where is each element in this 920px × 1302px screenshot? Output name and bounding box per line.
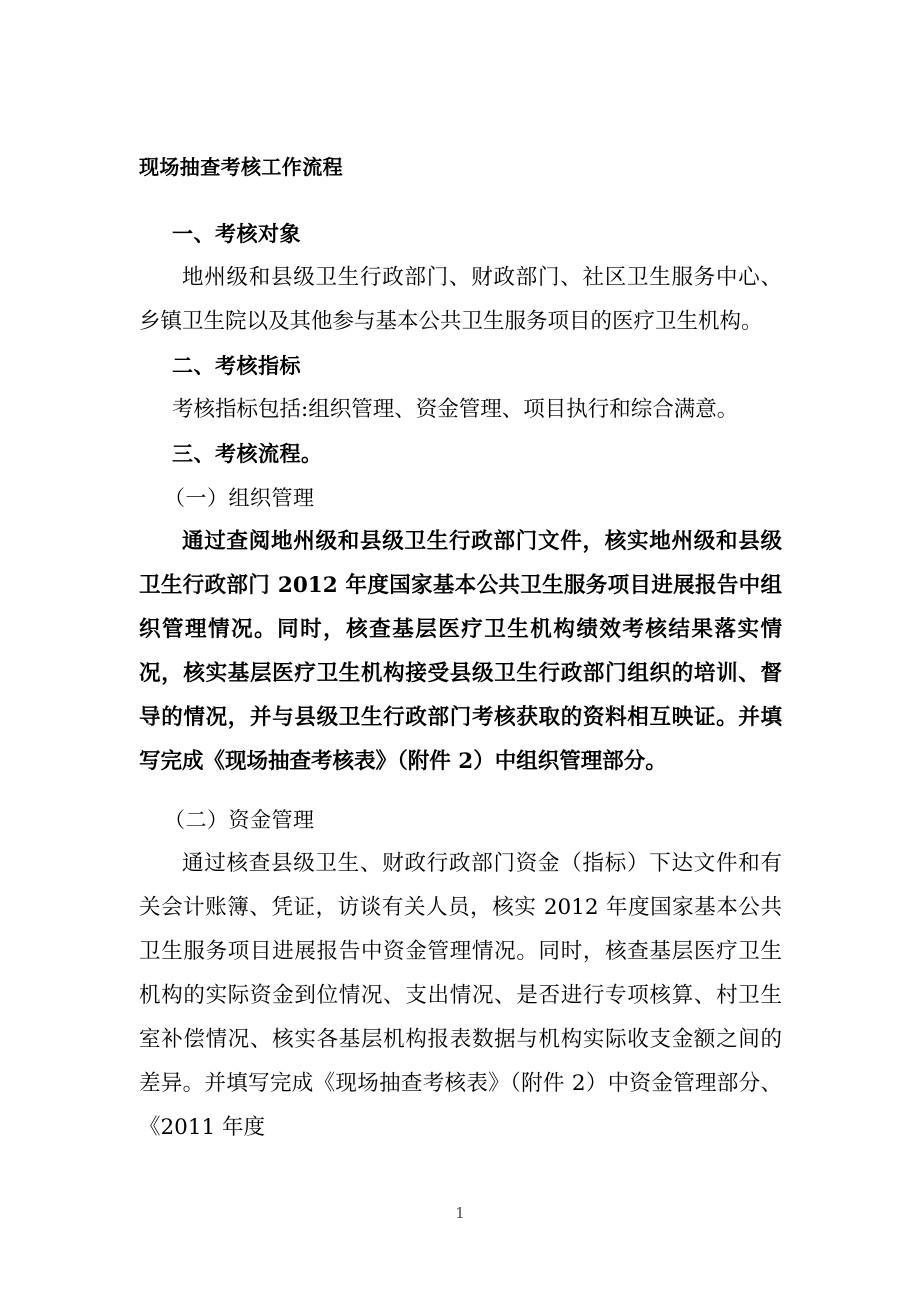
page-title: 现场抽查考核工作流程: [139, 155, 343, 179]
subsection-heading-1: （一）组织管理: [164, 486, 315, 510]
subsection-spacer: [139, 784, 782, 798]
subsection-heading-2: （二）资金管理: [164, 808, 315, 832]
subsection-2-paragraph: 通过核查县级卫生、财政行政部门资金（指标）下达文件和有关会计账簿、凭证，访谈有关人员，核实 2012 年度国家基本公共卫生服务项目进展报告中资金管理情况。同时，核查基层医疗卫生机构的实际资金到位情况、支出情况、是否进行专项核算、村卫生室补偿情况、核实各基层机构报表数据与机构实际收支金额之间的差异。并填写完成《现场抽查考核表》（附件 2）中资金管理部分、《2011 年度: [139, 851, 782, 1140]
section-1-paragraph: 地州级和县级卫生行政部门、财政部门、社区卫生服务中心、乡镇卫生院以及其他参与基本公共卫生服务项目的医疗卫生机构。: [139, 265, 782, 334]
title-spacer: [139, 182, 782, 212]
page-number: 1: [455, 1204, 465, 1222]
section-heading-3: 三、考核流程。: [172, 441, 323, 466]
section-heading-2: 二、考核指标: [172, 353, 301, 378]
section-heading-1: 一、考核对象: [172, 221, 301, 246]
section-2-paragraph: 考核指标包括:组织管理、资金管理、项目执行和综合满意。: [172, 397, 739, 422]
document-body: [139, 152, 782, 1150]
subsection-1-paragraph: 通过查阅地州级和县级卫生行政部门文件，核实地州级和县级卫生行政部门 2012 年度国家基本公共卫生服务项目进展报告中组织管理情况。同时，核查基层医疗卫生机构绩效考核结果落实情况，核实基层医疗卫生机构接受县级卫生行政部门组织的培训、督导的情况，并与县级卫生行政部门考核获取的资料相互映证。并填写完成《现场抽查考核表》（附件 2）中组织管理部分。: [139, 529, 782, 774]
